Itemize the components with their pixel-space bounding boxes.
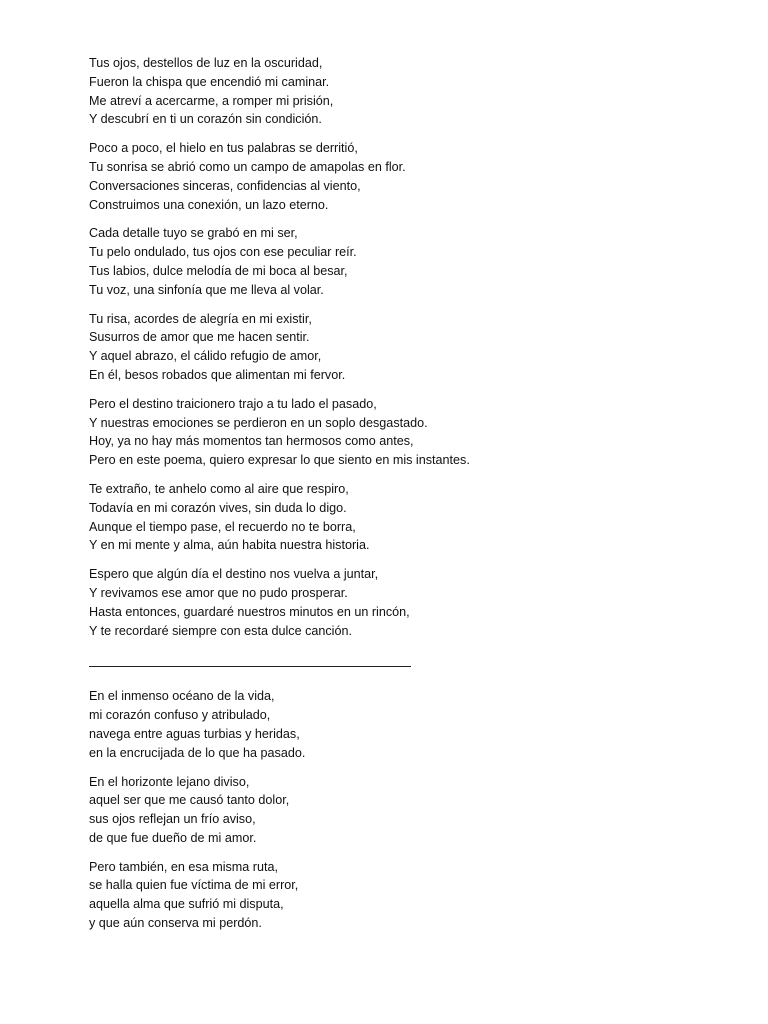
stanza <box>89 139 729 214</box>
poem-line: Espero que algún día el destino nos vuelva a juntar, <box>89 567 379 582</box>
stanza <box>89 54 729 129</box>
poem-line: en la encrucijada de lo que ha pasado. <box>89 745 306 760</box>
document-page <box>89 54 729 943</box>
poem-line: Cada detalle tuyo se grabó en mi ser, <box>89 226 298 241</box>
poem-line: Me atreví a acercarme, a romper mi prisión, <box>89 93 334 108</box>
stanza <box>89 224 729 299</box>
poem-line: Y revivamos ese amor que no pudo prosperar. <box>89 585 348 600</box>
poem-line: Fueron la chispa que encendió mi caminar. <box>89 74 330 89</box>
poem-line: Conversaciones sinceras, confidencias al viento, <box>89 178 361 193</box>
poem-line: Tu voz, una sinfonía que me lleva al volar. <box>89 282 324 297</box>
poem-line: Tu pelo ondulado, tus ojos con ese peculiar reír. <box>89 245 357 260</box>
poem-line: En el horizonte lejano diviso, <box>89 774 250 789</box>
stanza <box>89 565 729 640</box>
poem-line: Hoy, ya no hay más momentos tan hermosos como antes, <box>89 434 414 449</box>
stanza <box>89 310 729 385</box>
stanza <box>89 687 729 762</box>
poem-line: Y nuestras emociones se perdieron en un soplo desgastado. <box>89 415 428 430</box>
poem-line: Y descubrí en ti un corazón sin condición. <box>89 112 322 127</box>
poem-second <box>89 687 729 933</box>
poem-line: Tu risa, acordes de alegría en mi existir, <box>89 311 312 326</box>
poem-line: Todavía en mi corazón vives, sin duda lo digo. <box>89 500 347 515</box>
poem-line: aquella alma que sufrió mi disputa, <box>89 897 284 912</box>
poem-line: navega entre aguas turbias y heridas, <box>89 726 300 741</box>
horizontal-rule-separator <box>89 666 411 667</box>
poem-line: En el inmenso océano de la vida, <box>89 689 275 704</box>
poem-line: En él, besos robados que alimentan mi fervor. <box>89 367 346 382</box>
poem-line: se halla quien fue víctima de mi error, <box>89 878 299 893</box>
poem-line: Tu sonrisa se abrió como un campo de amapolas en flor. <box>89 159 406 174</box>
poem-line: Y aquel abrazo, el cálido refugio de amor, <box>89 349 322 364</box>
poem-line: aquel ser que me causó tanto dolor, <box>89 793 290 808</box>
poem-line: Pero en este poema, quiero expresar lo que siento en mis instantes. <box>89 453 470 468</box>
poem-line: Pero el destino traicionero trajo a tu lado el pasado, <box>89 396 377 411</box>
poem-line: Aunque el tiempo pase, el recuerdo no te borra, <box>89 519 356 534</box>
poem-line: Hasta entonces, guardaré nuestros minutos en un rincón, <box>89 604 410 619</box>
poem-line: sus ojos reflejan un frío aviso, <box>89 812 256 827</box>
poem-line: Y te recordaré siempre con esta dulce canción. <box>89 623 352 638</box>
poem-line: Te extraño, te anhelo como al aire que respiro, <box>89 481 349 496</box>
poem-line: Poco a poco, el hielo en tus palabras se derritió, <box>89 141 358 156</box>
stanza <box>89 773 729 848</box>
poem-line: y que aún conserva mi perdón. <box>89 916 262 931</box>
poem-line: Y en mi mente y alma, aún habita nuestra historia. <box>89 538 370 553</box>
poem-line: Pero también, en esa misma ruta, <box>89 859 278 874</box>
stanza <box>89 480 729 555</box>
poem-line: Tus ojos, destellos de luz en la oscuridad, <box>89 56 323 70</box>
stanza <box>89 395 729 470</box>
stanza <box>89 858 729 933</box>
poem-line: Construimos una conexión, un lazo eterno. <box>89 197 329 212</box>
poem-line: de que fue dueño de mi amor. <box>89 830 257 845</box>
poem-first <box>89 54 729 640</box>
poem-line: mi corazón confuso y atribulado, <box>89 708 271 723</box>
poem-line: Susurros de amor que me hacen sentir. <box>89 330 310 345</box>
poem-line: Tus labios, dulce melodía de mi boca al besar, <box>89 263 348 278</box>
